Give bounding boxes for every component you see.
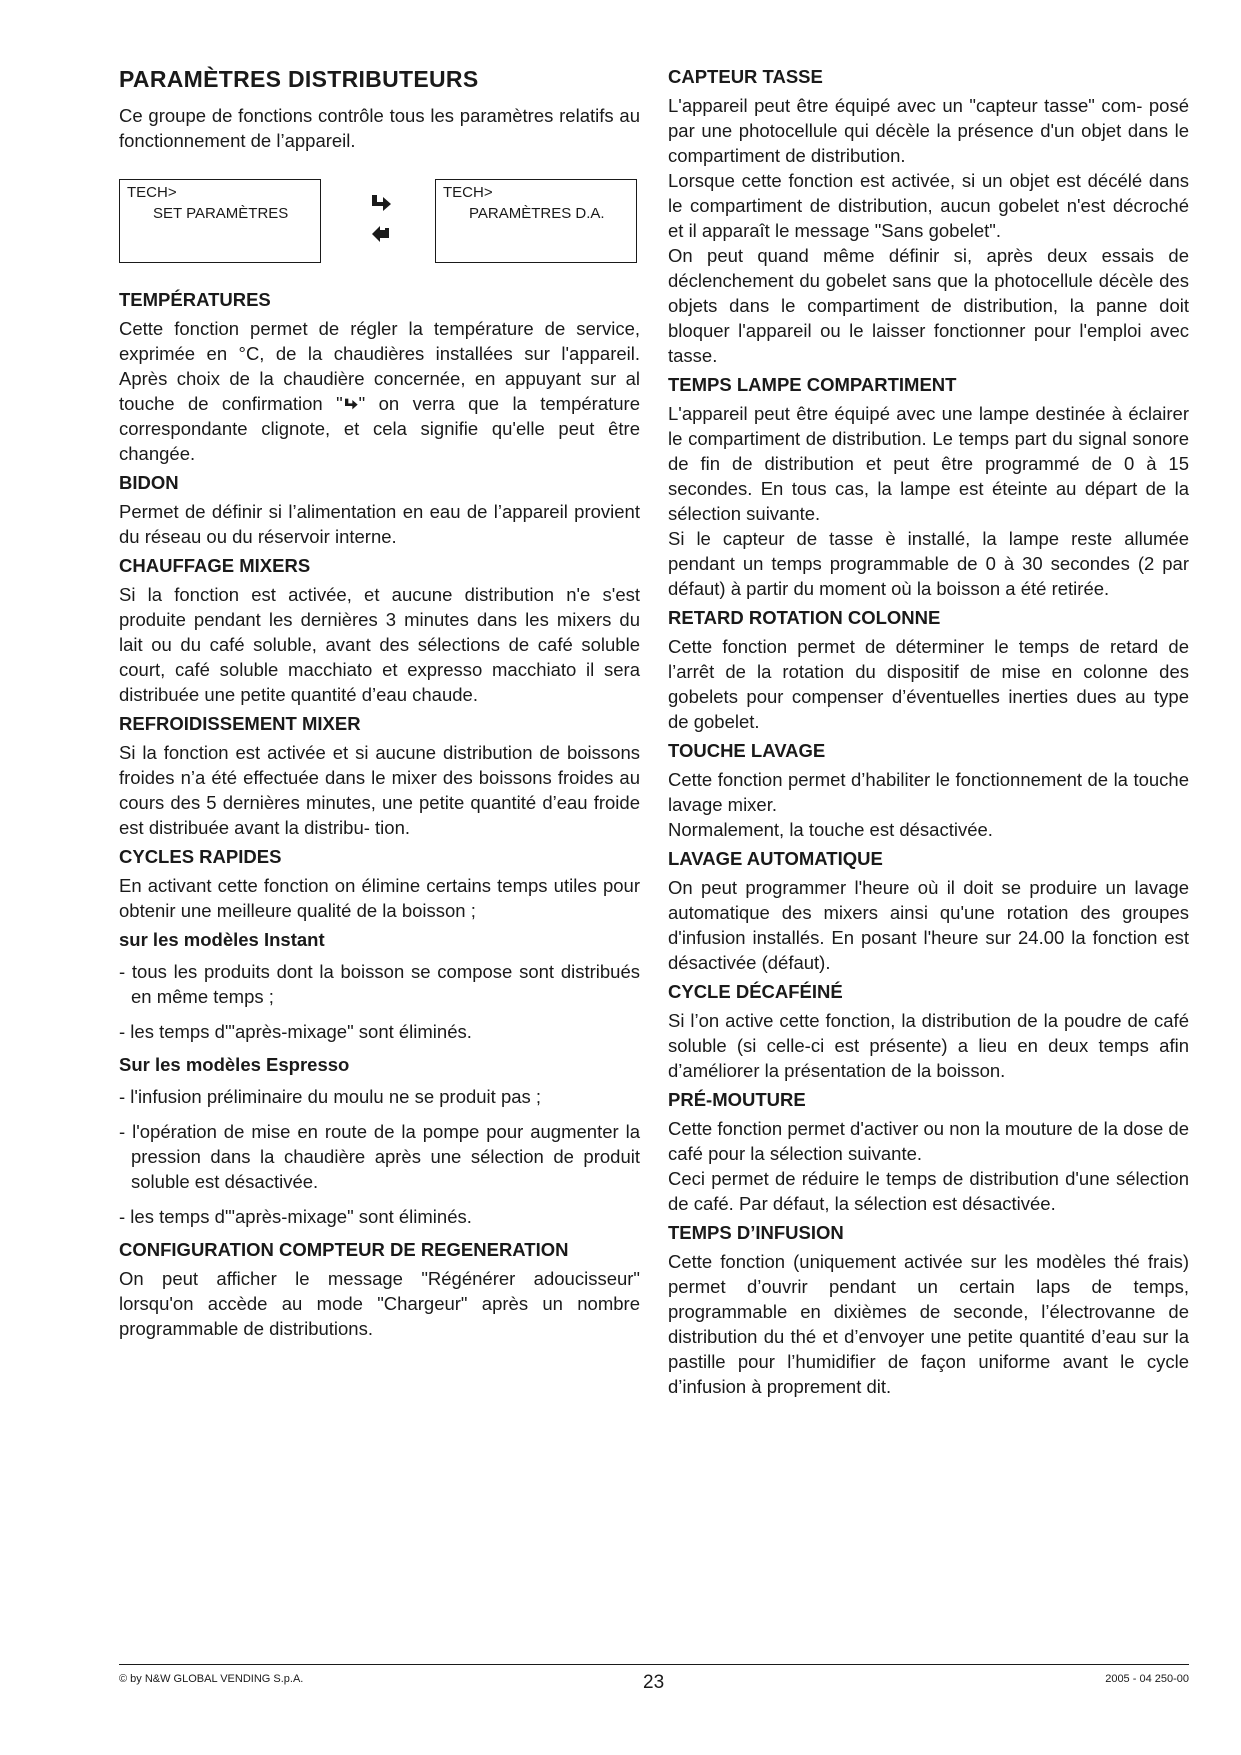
section-touche-lavage — [668, 740, 1189, 842]
section-text: Si l’on active cette fonction, la distribution de la poudre de café soluble (si celle-ci est présente) a lieu en deux temps afin d’améliorer la présentation de la boisson. — [668, 1010, 1189, 1081]
section-text: Cette fonction permet d’habiliter le fonctionnement de la touche lavage mixer. — [668, 769, 1189, 815]
section-cycle-decafeine — [668, 981, 1189, 1083]
document-code: 2005 - 04 250-00 — [1105, 1673, 1189, 1685]
section-refroidissement-mixer — [119, 713, 640, 840]
section-chauffage-mixers — [119, 555, 640, 707]
section-text: On peut afficher le message "Régénérer adoucisseur" lorsqu'on accède au mode "Chargeur" après un nombre programmable de distributions. — [119, 1268, 640, 1339]
section-heading: RETARD ROTATION COLONNE — [668, 607, 941, 628]
section-configuration-compteur — [119, 1239, 640, 1341]
footer-divider — [119, 1664, 1189, 1665]
section-temps-lampe — [668, 374, 1189, 601]
section-pre-mouture — [668, 1089, 1189, 1216]
section-text: On peut quand même définir si, après deux essais de déclenchement du gobelet sans que la photocellule décèle des objets dans le compartiment de distribution, la panne doit bloquer l'appareil ou le laisser fonctionner pour l'emploi avec tasse. — [668, 245, 1189, 366]
tech-display-parametres-da — [435, 179, 637, 263]
section-temps-infusion — [668, 1222, 1189, 1399]
tech-display-line1: TECH> — [443, 184, 493, 201]
section-text: Si la fonction est activée, et aucune distribution n'e s'est produite pendant les dernières 3 minutes dans les mixers du lait ou du café soluble, avant des sélections de café soluble court, café soluble macchiato et expresso macchiato il sera distribuée une petite quantité d’eau chaude. — [119, 584, 640, 705]
list-item: - les temps d'"après-mixage" sont éliminés. — [119, 1021, 472, 1042]
section-text: L'appareil peut être équipé avec un "capteur tasse" com- posé par une photocellule qui décèle la présence d'un objet dans le compartiment de distribution. — [668, 95, 1189, 166]
back-arrow-icon — [369, 223, 393, 243]
section-temperatures — [119, 289, 640, 466]
section-text: Normalement, la touche est désactivée. — [668, 819, 993, 840]
text-part: " on verra que la température correspondante clignote, et cela signifie qu'elle peut être changée. — [119, 393, 640, 464]
section-cycles-rapides — [119, 846, 640, 1229]
text-part: Cette fonction permet de régler la température de service, exprimée en °C, de la chaudières installées sur l'appareil. Après choix de la chaudière concernée, en appuyant sur al touche de confirmation " — [119, 318, 640, 414]
section-text: Ceci permet de réduire le temps de distribution d'une sélection de café. Par défaut, la sélection est désactivée. — [668, 1168, 1189, 1214]
section-text: Cette fonction (uniquement activée sur les modèles thé frais) permet d’ouvrir pendant un certain laps de temps, programmable en dixièmes de seconde, l’électrovanne de distribution du thé et d’envoyer une petite quantité d’eau sur la pastille pour l’humidifier de façon uniforme avant le cycle d’infusion à proprement dit. — [668, 1251, 1189, 1397]
section-text: En activant cette fonction on élimine certains temps utiles pour obtenir une meilleure qualité de la boisson ; — [119, 875, 640, 921]
tech-display-line2: PARAMÈTRES D.A. — [469, 205, 605, 222]
section-text: Permet de définir si l’alimentation en eau de l’appareil provient du réseau ou du réservoir interne. — [119, 501, 640, 547]
page-number: 23 — [643, 1672, 665, 1693]
confirm-arrow-icon — [343, 397, 359, 411]
right-column — [668, 66, 1189, 1405]
section-text: Si la fonction est activée et si aucune distribution de boissons froides n’a été effectuée dans le mixer des boissons froides au cours des 5 dernières minutes, une petite quantité d’eau froide est distribuée avant la distribu- tion. — [119, 742, 640, 838]
section-retard-rotation — [668, 607, 1189, 734]
list-item: - les temps d'"après-mixage" sont éliminés. — [119, 1206, 472, 1227]
section-heading: TOUCHE LAVAGE — [668, 740, 826, 761]
section-text: Cette fonction permet de déterminer le temps de retard de l’arrêt de la rotation du dispositif de mise en colonne des gobelets pour compenser d’éventuelles inerties dues au type de gobelet. — [668, 636, 1189, 732]
intro-text: Ce groupe de fonctions contrôle tous les paramètres relatifs au fonctionnement de l’appareil. — [119, 105, 640, 151]
section-heading: LAVAGE AUTOMATIQUE — [668, 848, 883, 869]
section-text: On peut programmer l'heure où il doit se produire un lavage automatique des mixers ainsi qu'une rotation des groupes d'infusion installés. En posant l'heure sur 24.00 la fonction est désactivée (défaut). — [668, 877, 1189, 973]
list-item: - l'infusion préliminaire du moulu ne se produit pas ; — [119, 1086, 542, 1107]
tech-display-line2: SET PARAMÈTRES — [153, 205, 289, 222]
section-text: L'appareil peut être équipé avec une lampe destinée à éclairer le compartiment de distribution. Le temps part du signal sonore de fin de distribution et peut être programmé de 0 à 15 secondes. En tous cas, la lampe est éteinte au départ de la sélection suivante. — [668, 403, 1189, 524]
section-heading: REFROIDISSEMENT MIXER — [119, 713, 361, 734]
section-text: Si le capteur de tasse è installé, la lampe reste allumée pendant un temps programmable de 0 à 30 secondes (2 par défaut) à partir du moment où la boisson a été retirée. — [668, 528, 1189, 599]
section-bidon — [119, 472, 640, 549]
section-heading: CAPTEUR TASSE — [668, 66, 823, 87]
section-heading: TEMPS LAMPE COMPARTIMENT — [668, 374, 957, 395]
section-heading: TEMPS D’INFUSION — [668, 1222, 844, 1243]
section-heading: TEMPÉRATURES — [119, 289, 271, 310]
espresso-subheading: Sur les modèles Espresso — [119, 1054, 350, 1075]
list-item: - l'opération de mise en route de la pompe pour augmenter la pression dans la chaudière après une sélection de produit soluble est désactivée. — [119, 1121, 640, 1192]
instant-subheading: sur les modèles Instant — [119, 929, 325, 950]
section-text: Cette fonction permet d'activer ou non la mouture de la dose de café pour la sélection suivante. — [668, 1118, 1189, 1164]
left-column — [119, 66, 640, 1347]
section-heading: BIDON — [119, 472, 179, 493]
list-item: - tous les produits dont la boisson se compose sont distribués en même temps ; — [119, 961, 640, 1007]
section-lavage-automatique — [668, 848, 1189, 975]
tech-display-set-parametres — [119, 179, 321, 263]
tech-display-line1: TECH> — [127, 184, 177, 201]
section-text: Lorsque cette fonction est activée, si un objet est décélé dans le compartiment de distribution, aucun gobelet n'est décroché et il apparaît le message "Sans gobelet". — [668, 170, 1189, 241]
section-heading: CHAUFFAGE MIXERS — [119, 555, 311, 576]
tech-navigation — [119, 179, 640, 265]
confirm-arrow-icon — [369, 193, 393, 213]
footer-copyright: © by N&W GLOBAL VENDING S.p.A. — [119, 1673, 304, 1685]
page-title: PARAMÈTRES DISTRIBUTEURS — [119, 66, 479, 92]
section-heading: CYCLE DÉCAFÉINÉ — [668, 981, 843, 1002]
section-heading: PRÉ-MOUTURE — [668, 1089, 806, 1110]
section-heading: CONFIGURATION COMPTEUR DE REGENERATION — [119, 1239, 569, 1260]
section-text — [119, 316, 640, 466]
section-heading: CYCLES RAPIDES — [119, 846, 282, 867]
section-capteur-tasse — [668, 66, 1189, 368]
